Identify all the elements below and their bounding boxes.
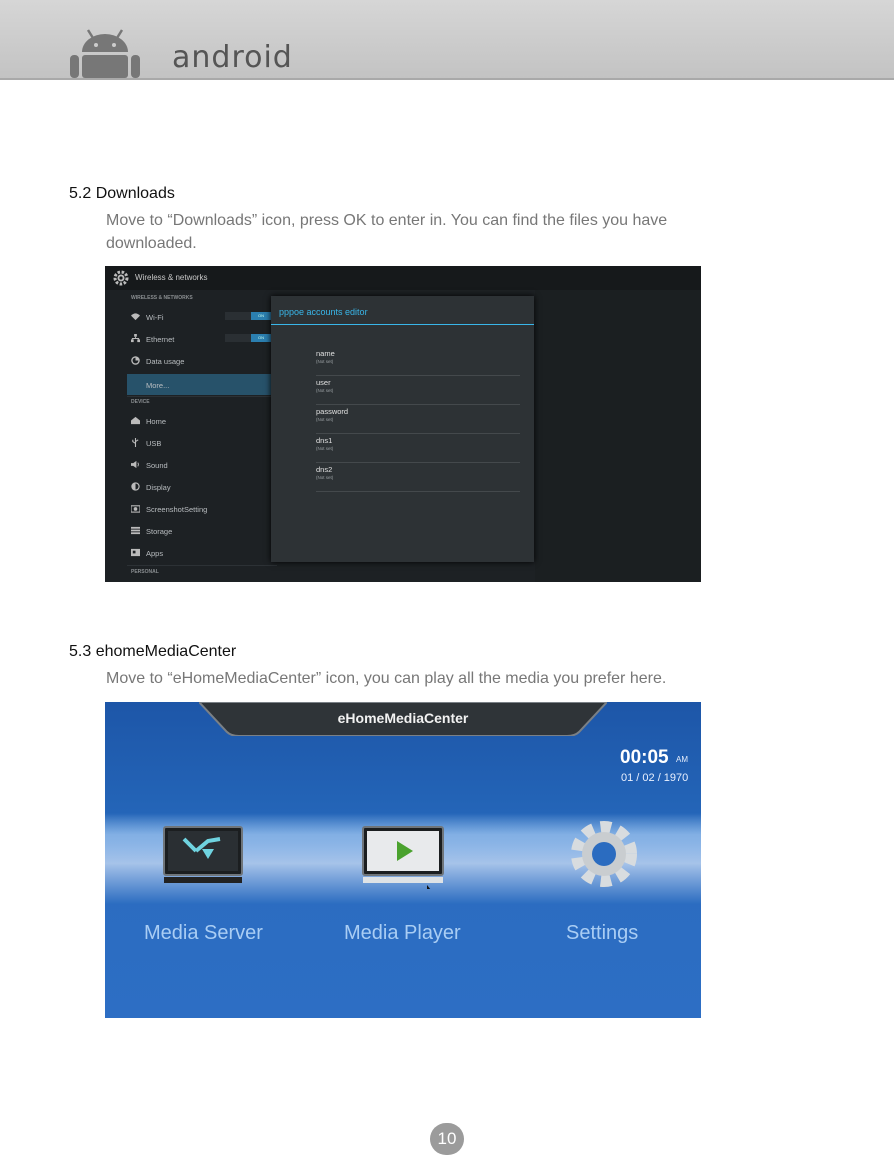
settings-item-label: Apps xyxy=(146,549,164,558)
tile-label-media-server[interactable]: Media Server xyxy=(144,922,263,944)
ethernet-icon xyxy=(131,334,140,343)
divider xyxy=(127,396,277,397)
field-password[interactable] xyxy=(316,404,520,434)
toggle-knob: ON xyxy=(251,334,271,342)
home-icon xyxy=(131,416,140,425)
settings-item-label: Data usage xyxy=(146,357,185,366)
section-desc-downloads xyxy=(106,209,756,255)
settings-item-label: Storage xyxy=(146,527,173,536)
field-value: (Not set) xyxy=(316,446,334,451)
settings-item-label: Display xyxy=(146,483,171,492)
settings-item-label: USB xyxy=(146,439,162,448)
clock-date: 01 / 02 / 1970 xyxy=(621,772,689,784)
field-dns1[interactable] xyxy=(316,433,520,463)
settings-item-display[interactable] xyxy=(131,478,273,496)
field-value: (Not set) xyxy=(316,475,334,480)
background-panel xyxy=(535,290,701,582)
usb-icon xyxy=(131,438,140,447)
settings-item-sound[interactable] xyxy=(131,456,273,474)
settings-item-label: ScreenshotSetting xyxy=(146,505,208,514)
clock-time: 00:05 xyxy=(620,747,669,768)
settings-gear-icon xyxy=(112,269,130,287)
android-logo-icon xyxy=(68,28,144,78)
settings-item-label: Ethernet xyxy=(146,335,175,344)
media-server-icon[interactable] xyxy=(162,825,244,889)
field-user[interactable] xyxy=(316,375,520,405)
settings-item-data-usage[interactable] xyxy=(131,352,273,370)
field-label: dns1 xyxy=(316,436,333,445)
ethernet-toggle[interactable] xyxy=(225,334,271,342)
field-value: (Not set) xyxy=(316,388,334,393)
category-device: DEVICE xyxy=(131,399,150,405)
dialog-title-rule xyxy=(271,324,534,325)
section-desc-media: Move to “eHomeMediaCenter” icon, you can play all the media you prefer here. xyxy=(106,670,667,687)
settings-item-storage[interactable] xyxy=(131,522,273,540)
field-value: (Not set) xyxy=(316,417,334,422)
desc-line-2: downloaded. xyxy=(106,235,197,252)
settings-item-apps[interactable] xyxy=(131,544,273,562)
field-label: dns2 xyxy=(316,465,333,474)
data-usage-icon xyxy=(131,356,140,365)
settings-item-usb[interactable] xyxy=(131,434,273,452)
sound-icon xyxy=(131,460,140,469)
field-dns2[interactable] xyxy=(316,462,520,492)
desc-line-1: Move to “Downloads” icon, press OK to enter in. You can find the files you have xyxy=(106,212,668,229)
app-title: eHomeMediaCenter xyxy=(337,710,469,726)
page-header xyxy=(0,0,894,80)
field-value: (Not set) xyxy=(316,359,334,364)
settings-item-label: Sound xyxy=(146,461,168,470)
wifi-toggle[interactable] xyxy=(225,312,271,320)
section-title-media: 5.3 ehomeMediaCenter xyxy=(69,643,237,660)
tile-label-media-player[interactable]: Media Player xyxy=(344,922,461,944)
media-center-screenshot xyxy=(105,702,701,1018)
settings-item-label: Home xyxy=(146,417,167,426)
tile-label-settings[interactable]: Settings xyxy=(566,922,639,944)
storage-icon xyxy=(131,526,140,535)
clock-ampm: AM xyxy=(676,755,688,764)
display-icon xyxy=(131,482,140,491)
settings-item-label: Wi-Fi xyxy=(146,313,164,322)
section-title-downloads: 5.2 Downloads xyxy=(69,185,175,202)
settings-item-label: More... xyxy=(146,381,170,390)
category-wireless: WIRELESS & NETWORKS xyxy=(131,295,193,301)
settings-topbar xyxy=(105,266,701,290)
settings-item-screenshot[interactable] xyxy=(131,500,273,518)
settings-screenshot xyxy=(105,266,701,582)
brand-text: android xyxy=(172,40,293,75)
screenshot-icon xyxy=(131,504,140,513)
apps-icon xyxy=(131,548,140,557)
field-label: user xyxy=(316,378,331,387)
toggle-knob: ON xyxy=(251,312,271,320)
field-name[interactable] xyxy=(316,346,520,376)
category-personal: PERSONAL xyxy=(131,569,159,575)
pppoe-dialog xyxy=(271,296,534,562)
field-label: name xyxy=(316,349,335,358)
field-label: password xyxy=(316,407,349,416)
settings-title: Wireless & networks xyxy=(135,273,208,282)
settings-gear-icon[interactable] xyxy=(568,818,640,890)
wifi-icon xyxy=(131,312,140,321)
settings-item-more[interactable] xyxy=(127,374,273,395)
media-player-icon[interactable] xyxy=(361,825,445,889)
settings-item-home[interactable] xyxy=(131,412,273,430)
divider xyxy=(127,565,277,566)
dialog-title: pppoe accounts editor xyxy=(279,307,368,317)
page-number: 10 xyxy=(430,1123,464,1155)
